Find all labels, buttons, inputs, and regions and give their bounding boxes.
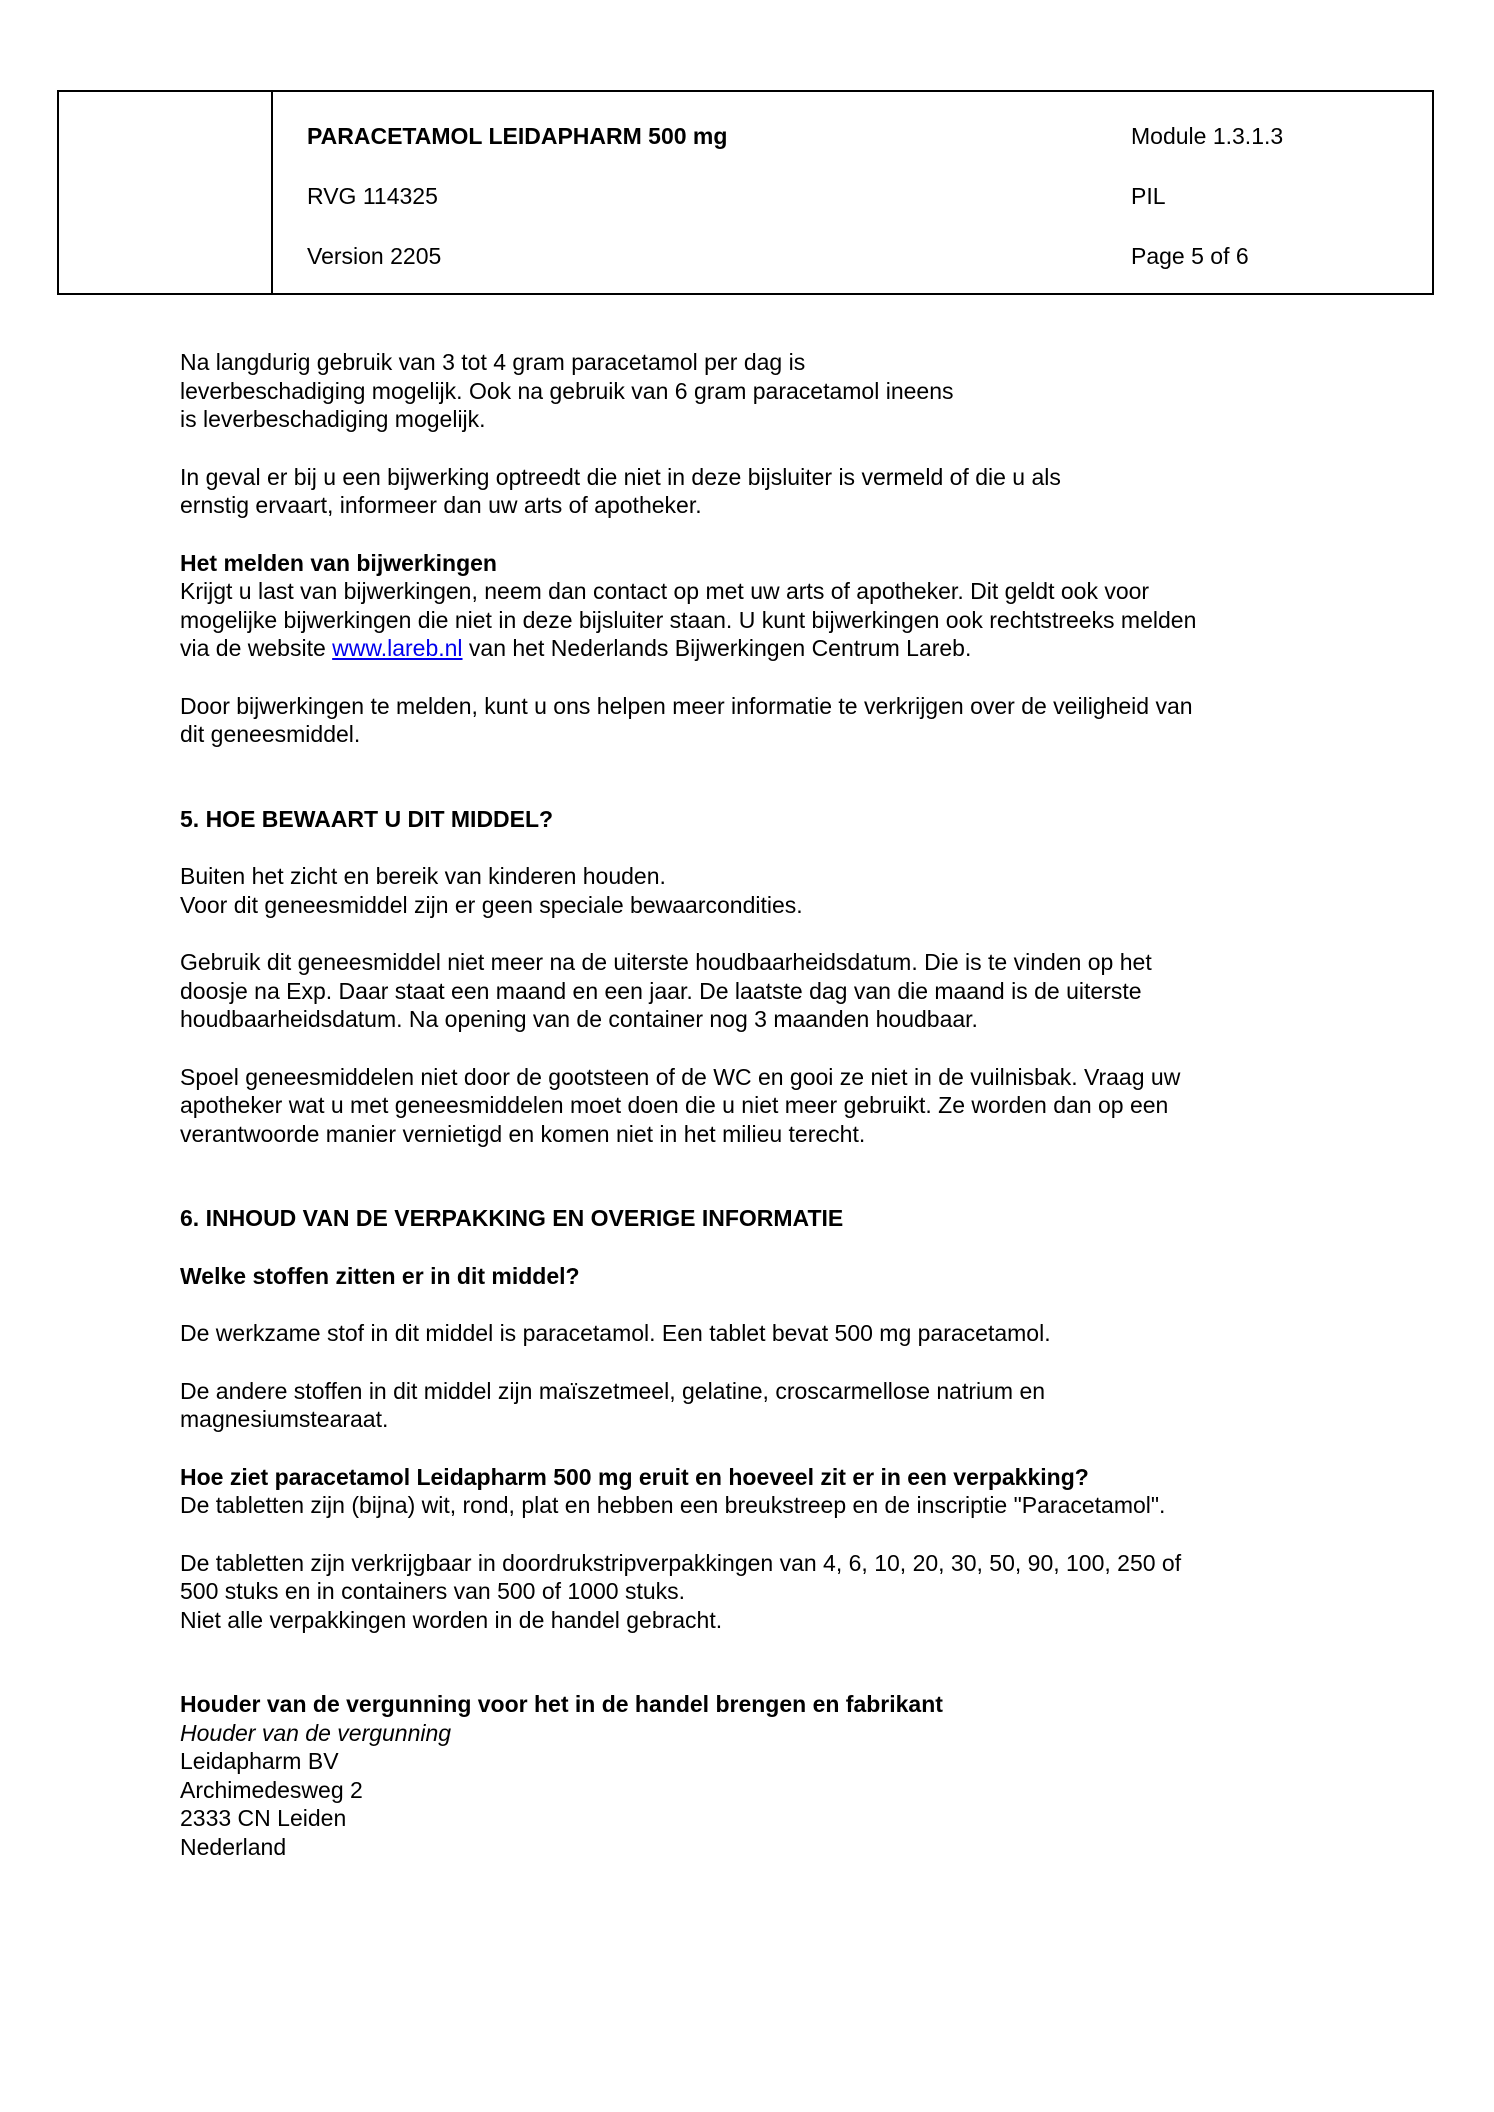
text-line: De tabletten zijn (bijna) wit, rond, plat en hebben een breukstreep en de inscriptie "Paracetamol".	[180, 1492, 1166, 1518]
paragraph-pack-sizes	[180, 1549, 1310, 1635]
rvg-number: RVG 114325	[307, 183, 438, 209]
product-title: PARACETAMOL LEIDAPHARM 500 mg	[307, 123, 728, 149]
reporting-heading: Het melden van bijwerkingen	[180, 549, 497, 576]
paragraph-report-benefit	[180, 692, 1310, 749]
text-line: doosje na Exp. Daar staat een maand en een jaar. De laatste dag van die maand is de uiterste	[180, 977, 1142, 1004]
substances-heading: Welke stoffen zitten er in dit middel?	[180, 1262, 580, 1289]
lareb-website-link[interactable]: www.lareb.nl	[332, 635, 463, 661]
module-label: Module 1.3.1.3	[1131, 123, 1284, 149]
section-5-heading: 5. HOE BEWAART U DIT MIDDEL?	[180, 805, 554, 832]
paragraph-disposal	[180, 1063, 1310, 1149]
appearance-heading: Hoe ziet paracetamol Leidapharm 500 mg eruit en hoeveel zit er in een verpakking?	[180, 1463, 1089, 1490]
text-line: verantwoorde manier vernietigd en komen niet in het milieu terecht.	[180, 1120, 866, 1147]
document-body	[180, 348, 1310, 1861]
text-line: De andere stoffen in dit middel zijn maïszetmeel, gelatine, croscarmellose natrium en	[180, 1377, 1046, 1404]
paragraph-unlisted-side-effects	[180, 463, 1310, 520]
text-line: Gebruik dit geneesmiddel niet meer na de uiterste houdbaarheidsdatum. Die is te vinden op het	[180, 949, 1152, 975]
paragraph-active-substance	[180, 1319, 1310, 1348]
holder-subheading: Houder van de vergunning	[180, 1719, 452, 1746]
text-line: apotheker wat u met geneesmiddelen moet doen die u niet meer gebruikt. Ze worden dan op een	[180, 1092, 1169, 1118]
text-line: In geval er bij u een bijwerking optreedt die niet in deze bijsluiter is vermeld of die u als	[180, 463, 1061, 490]
paragraph-liver-damage	[180, 348, 1310, 434]
paragraph-appearance	[180, 1491, 1310, 1520]
page-number: Page 5 of 6	[1131, 243, 1249, 269]
text-fragment: via de website	[180, 635, 333, 661]
text-line: Door bijwerkingen te melden, kunt u ons helpen meer informatie te verkrijgen over de veiligheid van	[180, 692, 1193, 719]
document-type: PIL	[1131, 183, 1166, 209]
section-6-heading: 6. INHOUD VAN DE VERPAKKING EN OVERIGE INFORMATIE	[180, 1205, 844, 1231]
text-line: ernstig ervaart, informeer dan uw arts of apotheker.	[180, 492, 702, 518]
text-line: 500 stuks en in containers van 500 of 1000 stuks.	[180, 1578, 686, 1604]
text-line: De werkzame stof in dit middel is paracetamol. Een tablet bevat 500 mg paracetamol.	[180, 1320, 1051, 1346]
text-line: mogelijke bijwerkingen die niet in deze bijsluiter staan. U kunt bijwerkingen ook rechtstreeks melden	[180, 606, 1197, 633]
text-line: houdbaarheidsdatum. Na opening van de container nog 3 maanden houdbaar.	[180, 1006, 978, 1032]
text-line: Niet alle verpakkingen worden in de handel gebracht.	[180, 1606, 723, 1633]
holder-address	[180, 1747, 1310, 1861]
document-header	[57, 90, 1434, 295]
text-line: leverbeschadiging mogelijk. Ook na gebruik van 6 gram paracetamol ineens	[180, 377, 954, 404]
text-line: is leverbeschadiging mogelijk.	[180, 406, 486, 432]
text-line: magnesiumstearaat.	[180, 1406, 389, 1432]
paragraph-reporting	[180, 577, 1310, 663]
paragraph-storage	[180, 862, 1310, 919]
paragraph-other-substances	[180, 1377, 1310, 1434]
text-line: dit geneesmiddel.	[180, 721, 361, 747]
address-line: 2333 CN Leiden	[180, 1805, 347, 1831]
text-line: De tabletten zijn verkrijgbaar in doordrukstripverpakkingen van 4, 6, 10, 20, 30, 50, 90, 100, 250 of	[180, 1549, 1182, 1576]
paragraph-expiry	[180, 948, 1310, 1034]
text-fragment: van het Nederlands Bijwerkingen Centrum Lareb.	[462, 635, 972, 661]
address-line: Leidapharm BV	[180, 1748, 339, 1774]
holder-heading: Houder van de vergunning voor het in de handel brengen en fabrikant	[180, 1691, 943, 1717]
header-divider	[271, 92, 273, 293]
text-line: Na langdurig gebruik van 3 tot 4 gram paracetamol per dag is	[180, 349, 806, 375]
text-line: Spoel geneesmiddelen niet door de gootsteen of de WC en gooi ze niet in de vuilnisbak. Vraag uw	[180, 1063, 1181, 1090]
address-line: Nederland	[180, 1833, 287, 1860]
text-line	[180, 634, 1310, 663]
text-line: Krijgt u last van bijwerkingen, neem dan contact op met uw arts of apotheker. Dit geldt ook voor	[180, 578, 1150, 604]
text-line: Voor dit geneesmiddel zijn er geen speciale bewaarcondities.	[180, 891, 803, 918]
address-line: Archimedesweg 2	[180, 1776, 363, 1803]
version-label: Version 2205	[307, 243, 442, 269]
text-line: Buiten het zicht en bereik van kinderen houden.	[180, 863, 666, 889]
